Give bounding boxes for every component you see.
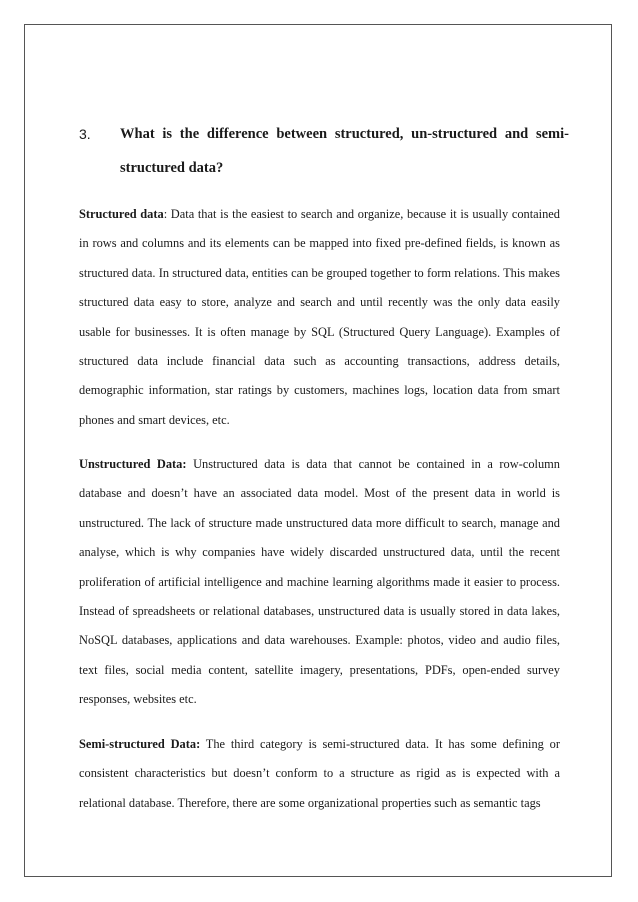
paragraph-unstructured-data [79,450,560,715]
paragraph-body: The third category is semi-structured data. It has some defining or consistent characteristics but doesn’t conform to a structure as rigid as is expected with a relational database. Therefore, there are some organizational properties such as semantic tags [79,737,560,810]
paragraph-lead: Unstructured Data: [79,457,187,471]
paragraph-semi-structured-data [79,730,560,818]
paragraph-lead: Structured data [79,207,164,221]
question-text: What is the difference between structured, un-structured and semi-structured data? [120,126,569,176]
paragraph-lead: Semi-structured Data: [79,737,201,751]
paragraph-structured-data [79,200,560,435]
paragraph-body: Unstructured data is data that cannot be contained in a row-column database and doesn’t have an associated data model. Most of the present data in world is unstructured. The lack of structure made unstructured data more difficult to search, manage and analyse, which is why companies have widely discarded unstructured data, until the recent proliferation of artificial intelligence and machine learning algorithms made it easier to process. Instead of spreadsheets or relational databases, unstructured data is usually stored in data lakes, NoSQL databases, applications and data warehouses. Example: photos, video and audio files, text files, social media content, satellite imagery, presentations, PDFs, open-ended survey responses, websites etc. [79,457,560,707]
paragraph-body: : Data that is the easiest to search and organize, because it is usually contained in rows and columns and its elements can be mapped into fixed pre-defined fields, is known as structured data. In structured data, entities can be grouped together to form relations. This makes structured data easy to store, analyze and search and until recently was the only data easily usable for businesses. It is often manage by SQL (Structured Query Language). Examples of structured data include financial data such as accounting transactions, address details, demographic information, star ratings by customers, machines logs, location data from smart phones and smart devices, etc. [79,207,560,427]
question-number: 3. [79,126,91,142]
